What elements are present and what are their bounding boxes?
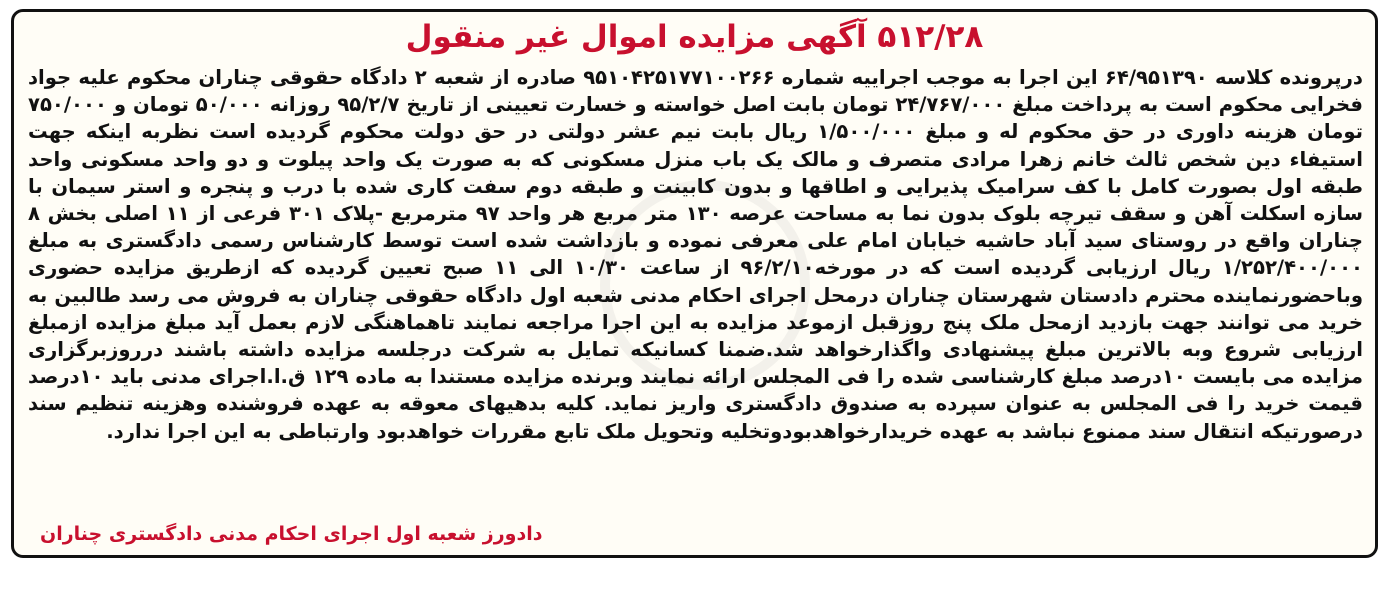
notice-signature: دادورز شعبه اول اجرای احکام مدنی دادگستری چناران <box>40 523 543 545</box>
notice-title: ۵۱۲/۲۸ آگهی مزایده اموال غیر منقول <box>405 19 984 55</box>
notice-body: درپرونده کلاسه ۶۴/۹۵۱۳۹۰ این اجرا به موجب اجراییه شماره ۹۵۱۰۴۲۵۱۷۷۱۰۰۲۶۶ صادره از شعبه ۲ دادگاه حقوقی چناران محکوم علیه جواد فخرایی محکوم است به پرداخت مبلغ ۲۴/۷۶۷/۰۰۰ تومان بابت اصل خواسته و خسارت تعیینی از تاریخ ۹۵/۲/۷ روزانه ۵۰/۰۰۰ تومان و ۷۵۰/۰۰۰ تومان هزینه داوری در حق محکوم له و مبلغ ۱/۵۰۰/۰۰۰ ریال بابت نیم عشر دولتی در حق دولت محکوم گردیده است نظربه اینکه جهت استیفاء دین شخص ثالث خانم زهرا مرادی متصرف و مالک یک باب منزل مسکونی که به صورت یک واحد پیلوت و دو واحد مسکونی واحد طبقه اول بصورت کامل با کف سرامیک پذیرایی و اطاقها و بدون کابینت و طبقه دوم سفت کاری شده با درب و پنجره و استر سیمان با سازه اسکلت آهن و سقف تیرچه بلوک بدون نما به مساحت عرصه ۱۳۰ متر مربع هر واحد ۹۷ مترمربع -پلاک ۳۰۱ فرعی از ۱۱ اصلی بخش ۸ چناران واقع در روستای سید آباد حاشیه خیابان امام علی معرفی نموده و بازداشت شده است توسط کارشناس رسمی دادگستری به مبلغ ۱/۲۵۲/۴۰۰/۰۰۰ ریال ارزیابی گردیده است که در مورخه۹۶/۲/۱۰ از ساعت ۱۰/۳۰ الی ۱۱ صبح تعیین گردیده که ازطریق مزایده حضوری وباحضورنماینده محترم دادستان شهرستان چناران درمحل اجرای احکام مدنی شعبه اول دادگاه حقوقی چناران به فروش می رسد طالبین به خرید می توانند جهت بازدید ازمحل ملک پنج روزقبل ازموعد مزایده به این اجرا مراجعه نمایند تاهماهنگی لازم بعمل آید مبلغ مزایده ازمبلغ ارزیابی شروع وبه بالاترین مبلغ پیشنهادی واگذارخواهد شد.ضمنا کسانیکه تمایل به شرکت درجلسه مزایده داشته باشند درروزبرگزاری مزایده می بایست ۱۰درصد مبلغ کارشناسی شده را فی المجلس ارائه نمایند وبرنده مزایده مستندا به ماده ۱۲۹ ق.ا.اجرای مدنی باید ۱۰درصد قیمت خرید را فی المجلس به عنوان سپرده به صندوق دادگستری واریز نماید. کلیه بدهیهای معوقه به عهده فروشنده وهزینه تنظیم سند درصورتیکه انتقال سند ممنوع نباشد به عهده خریدارخواهدبودوتخلیه وتحویل ملک تابع مقررات خواهدبود وارتباطی به این اجرا ندارد. <box>28 66 1363 443</box>
